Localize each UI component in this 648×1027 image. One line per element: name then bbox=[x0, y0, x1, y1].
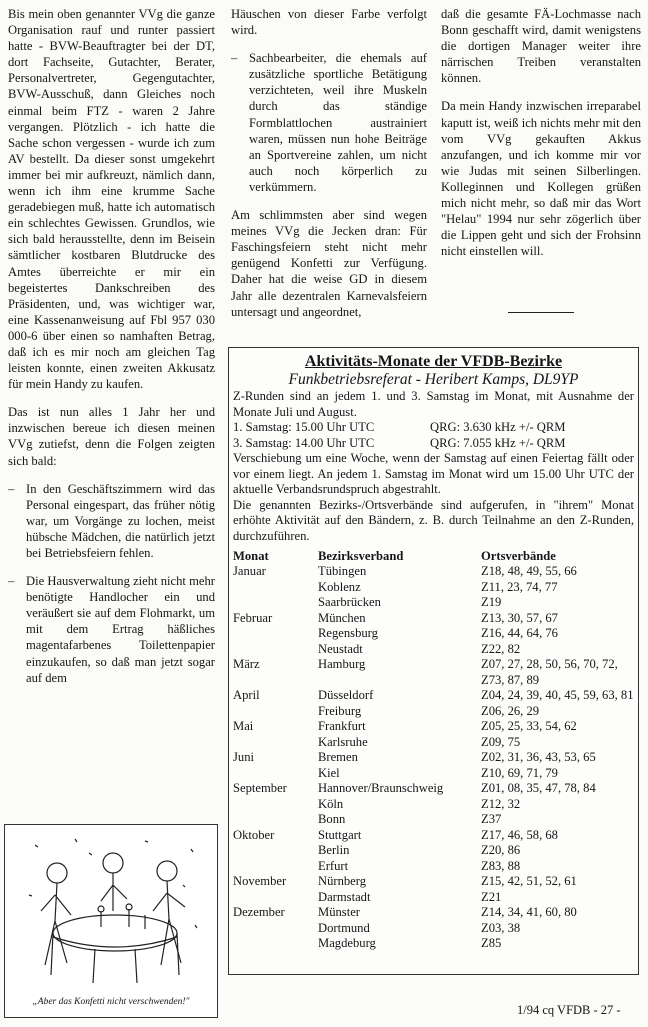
cell-local: Z04, 24, 39, 40, 45, 59, 63, 81 bbox=[481, 688, 634, 702]
paragraph: Da mein Handy inzwischen irreparabel kaputt ist, weiß ich nichts mehr mit den vom VVg gekauften Akkus anzufangen, und ich komme mir vor wie Judas mit seinen Silberlingen. Kolleginnen und Kollegen grüßen mich nicht mehr, so daß mir das Wort "Helau" 1994 nur sehr zögerlich über die Lippen geht und sich der Frohsinn nicht einstellen will. bbox=[441, 99, 641, 259]
cell-local: Z10, 69, 71, 79 bbox=[481, 765, 558, 780]
cell-district bbox=[318, 673, 481, 689]
cell-district: Freiburg bbox=[318, 703, 362, 718]
bullet-item: – Sachbearbeiter, die ehemals auf zusätzliche sportliche Betätigung verzichteten, weil ihre Muskeln durch das ständige Formblattlochen austrainiert waren, müssen nun hohe Beiträge an Sportvereine zahlen, um nicht auch noch körperlich zu verkümmern. bbox=[231, 50, 427, 195]
text-column-3 bbox=[441, 6, 641, 271]
cell-local: Z12, 32 bbox=[481, 796, 521, 811]
cell-local: Z22, 82 bbox=[481, 641, 521, 656]
cell-district: Darmstadt bbox=[318, 889, 371, 904]
cell-month: März bbox=[233, 657, 260, 671]
cell-local: Z06, 26, 29 bbox=[481, 703, 540, 718]
box-subtitle: Funkbetriebsreferat - Heribert Kamps, DL9YP bbox=[288, 371, 579, 388]
cell-month bbox=[233, 843, 318, 859]
table-row bbox=[233, 766, 634, 782]
cartoon-drawing bbox=[5, 825, 217, 1017]
cell-local: Z11, 23, 74, 77 bbox=[481, 579, 558, 594]
cell-district: Stuttgart bbox=[318, 827, 362, 842]
table-row bbox=[233, 673, 634, 689]
column-header-month: Monat bbox=[233, 549, 269, 563]
table-row bbox=[233, 890, 634, 906]
cell-month bbox=[233, 595, 318, 611]
cell-district: Neustadt bbox=[318, 641, 363, 656]
cell-district: Magdeburg bbox=[318, 936, 376, 950]
paragraph: Das ist nun alles 1 Jahr her und inzwischen bereue ich diesen meinen VVg zutiefst, denn die Folgen zeigten sich bald: bbox=[8, 405, 215, 468]
cell-local: Z15, 42, 51, 52, 61 bbox=[481, 874, 577, 888]
table-row bbox=[233, 750, 634, 766]
table-row bbox=[233, 936, 634, 952]
activity-box bbox=[228, 347, 639, 975]
table-row bbox=[233, 611, 634, 627]
cell-month: November bbox=[233, 874, 287, 888]
cell-district: Berlin bbox=[318, 843, 350, 857]
cell-local: Z07, 27, 28, 50, 56, 70, 72, bbox=[481, 657, 618, 671]
cell-month bbox=[233, 797, 318, 813]
schedule-frequency: QRG: 3.630 kHz +/- QRM bbox=[430, 420, 566, 434]
intro-text: Die genannten Bezirks-/Ortsverbände sind aufgerufen, in "ihrem" Monat erhöhte Aktivität auf den Bändern, z. B. durch Teilnahme an den Z-Runden, durchzuführen. bbox=[233, 497, 634, 543]
cartoon-illustration bbox=[4, 824, 218, 1018]
cell-month bbox=[233, 642, 318, 658]
paragraph: daß die gesamte FÄ-Lochmasse nach Bonn geschafft wird, damit wenigstens die dortigen Manager weiter ihre närrischen Treiben veranstalten können. bbox=[441, 7, 641, 86]
cell-local: Z05, 25, 33, 54, 62 bbox=[481, 719, 577, 733]
bullet-item: – In den Geschäftszimmern wird das Personal eingespart, das früher nötig war, um Vorgänge zu lochen, meist hübsche Mädchen, die natürlich jetzt bei Betriebsfeiern fehlen. bbox=[8, 481, 215, 561]
table-row bbox=[233, 828, 634, 844]
cell-month: April bbox=[233, 688, 260, 702]
paragraph: Bis mein oben genannter VVg die ganze Organisation rauf und runter passiert hatte - BVW-Beauftragter bei der DT, dort Fachseite, Gutachter, Berater, Personalvertreter, Gegengutachter, BVW-Ausschuß, dann Gleiches noch einmal beim FTZ - waren 2 Jahre vergangen. Plötzlich - ich hatte die Sache schon vergessen - wurde ich zum AV bestellt. Da dieser sonst umgekehrt immer bei mir aufkreuzt, nämlich dann, wenn ich ihm eine krumme Sache geradebiegen muß, hatte ich automatisch ein schlechtes Gewissen. Grundlos, wie sich bald herausstellte, denn im Beisein sämtlicher kostbaren Blutdrucke des Amtes überreichte er mir ein begeistertes Dankschreiben des Präsidenten, und, was wichtiger war, eine Kassenanweisung auf Fbl 957 030 000-6 über einen so namhaften Betrag, daß ich es mir noch am gleichen Tag leisten konnte, einen zweiten Akkusatz für mein Handy zu kaufen. bbox=[8, 7, 215, 392]
cell-district: Münster bbox=[318, 905, 360, 919]
cell-local: Z37 bbox=[481, 812, 502, 826]
intro-text: Verschiebung um eine Woche, wenn der Samstag auf einen Feiertag fällt oder vor einem liegt. An jedem 1. Samstag im Monat wird um 15.00 Uhr UTC der aktuelle Verbandsrundspruch abgestrahlt. bbox=[233, 451, 634, 496]
cell-local: Z20, 86 bbox=[481, 843, 521, 857]
activity-table bbox=[233, 548, 634, 952]
table-row bbox=[233, 704, 634, 720]
schedule-row bbox=[233, 420, 634, 436]
cell-month bbox=[233, 704, 318, 720]
table-row bbox=[233, 905, 634, 921]
cell-district: Kiel bbox=[318, 765, 340, 780]
page-footer: 1/94 cq VFDB - 27 - bbox=[517, 1003, 621, 1017]
table-row bbox=[233, 781, 634, 797]
cell-month: Mai bbox=[233, 719, 254, 733]
table-row bbox=[233, 735, 634, 751]
schedule-frequency: QRG: 7.055 kHz +/- QRM bbox=[430, 435, 566, 450]
cell-district: Bremen bbox=[318, 750, 358, 764]
cell-month: Oktober bbox=[233, 827, 275, 842]
cell-month bbox=[233, 890, 318, 906]
cell-local: Z19 bbox=[481, 595, 502, 609]
cell-month bbox=[233, 673, 318, 689]
cell-local: Z18, 48, 49, 55, 66 bbox=[481, 564, 577, 578]
cell-district: Köln bbox=[318, 796, 344, 811]
table-row bbox=[233, 921, 634, 937]
cell-month: Dezember bbox=[233, 905, 285, 919]
table-row bbox=[233, 688, 634, 704]
text-column-1 bbox=[8, 6, 215, 698]
cell-month bbox=[233, 766, 318, 782]
table-row bbox=[233, 812, 634, 828]
cell-district: Bonn bbox=[318, 812, 346, 826]
table-row bbox=[233, 626, 634, 642]
schedule-time: 1. Samstag: 15.00 Uhr UTC bbox=[233, 420, 375, 434]
table-row bbox=[233, 657, 634, 673]
column-header-local: Ortsverbände bbox=[481, 549, 556, 563]
cell-month: Januar bbox=[233, 564, 266, 578]
cell-district: Tübingen bbox=[318, 564, 367, 578]
cell-month bbox=[233, 580, 318, 596]
cell-local: Z14, 34, 41, 60, 80 bbox=[481, 905, 577, 919]
cell-month: Februar bbox=[233, 610, 273, 625]
cell-local: Z85 bbox=[481, 936, 502, 950]
bullet-item: – Die Hausverwaltung zieht nicht mehr benötigte Handlocher ein und veräußert sie auf dem Flohmarkt, um mit dem Ertrag häßliches magentafarbenes Toilettenpapier einzukaufen, so daß man jetzt sogar auf dem bbox=[8, 573, 215, 686]
cell-local: Z73, 87, 89 bbox=[481, 672, 540, 687]
table-header-row bbox=[233, 548, 634, 564]
text-column-2 bbox=[231, 6, 427, 332]
paragraph: Am schlimmsten aber sind wegen meines VVg die Jecken dran: Für Faschingsfeiern steht nicht mehr genügend Konfetti zur Verfügung. Daher hat die weise GD in diesem Jahr alle dezentralen Karnevalsfeiern untersagt und angeordnet, bbox=[231, 208, 427, 319]
cell-month bbox=[233, 735, 318, 751]
cell-district: Nürnberg bbox=[318, 874, 367, 888]
column-header-district: Bezirksverband bbox=[318, 549, 404, 563]
table-row bbox=[233, 797, 634, 813]
cell-district: Hannover/Braunschweig bbox=[318, 781, 444, 795]
cell-month bbox=[233, 626, 318, 642]
box-title: Aktivitäts-Monate der VFDB-Bezirke bbox=[304, 353, 563, 370]
cell-local: Z03, 38 bbox=[481, 920, 521, 935]
cell-district: Regensburg bbox=[318, 626, 378, 640]
cell-local: Z17, 46, 58, 68 bbox=[481, 827, 558, 842]
cell-district: Hamburg bbox=[318, 657, 366, 671]
table-row bbox=[233, 595, 634, 611]
table-row bbox=[233, 642, 634, 658]
intro-text: Z-Runden sind an jedem 1. und 3. Samstag im Monat, mit Ausnahme der Monate Juli und August. bbox=[233, 389, 634, 419]
table-row bbox=[233, 580, 634, 596]
cell-month bbox=[233, 936, 318, 952]
cell-district: Frankfurt bbox=[318, 719, 366, 733]
table-row bbox=[233, 859, 634, 875]
cell-month bbox=[233, 921, 318, 937]
paragraph: Häuschen von dieser Farbe verfolgt wird. bbox=[231, 7, 427, 38]
cell-district: München bbox=[318, 610, 366, 625]
cell-month: September bbox=[233, 781, 287, 795]
table-row bbox=[233, 843, 634, 859]
cell-district: Erfurt bbox=[318, 858, 349, 873]
cell-district: Saarbrücken bbox=[318, 595, 381, 609]
cell-month bbox=[233, 812, 318, 828]
section-divider bbox=[508, 312, 574, 313]
table-row bbox=[233, 719, 634, 735]
cell-month bbox=[233, 859, 318, 875]
schedule-time: 3. Samstag: 14.00 Uhr UTC bbox=[233, 435, 375, 450]
cartoon-caption: „Aber das Konfetti nicht verschwenden!" bbox=[32, 997, 190, 1007]
table-row bbox=[233, 564, 634, 580]
cell-district: Karlsruhe bbox=[318, 734, 368, 749]
schedule-row bbox=[233, 436, 634, 452]
cell-local: Z02, 31, 36, 43, 53, 65 bbox=[481, 750, 596, 764]
cell-district: Dortmund bbox=[318, 920, 370, 935]
cell-local: Z13, 30, 57, 67 bbox=[481, 610, 558, 625]
cell-district: Koblenz bbox=[318, 579, 361, 594]
cell-local: Z09, 75 bbox=[481, 734, 521, 749]
cell-month: Juni bbox=[233, 750, 254, 764]
table-row bbox=[233, 874, 634, 890]
cell-local: Z83, 88 bbox=[481, 858, 521, 873]
cell-local: Z01, 08, 35, 47, 78, 84 bbox=[481, 781, 596, 795]
cell-local: Z21 bbox=[481, 889, 502, 904]
cell-district: Düsseldorf bbox=[318, 688, 374, 702]
cell-local: Z16, 44, 64, 76 bbox=[481, 626, 558, 640]
